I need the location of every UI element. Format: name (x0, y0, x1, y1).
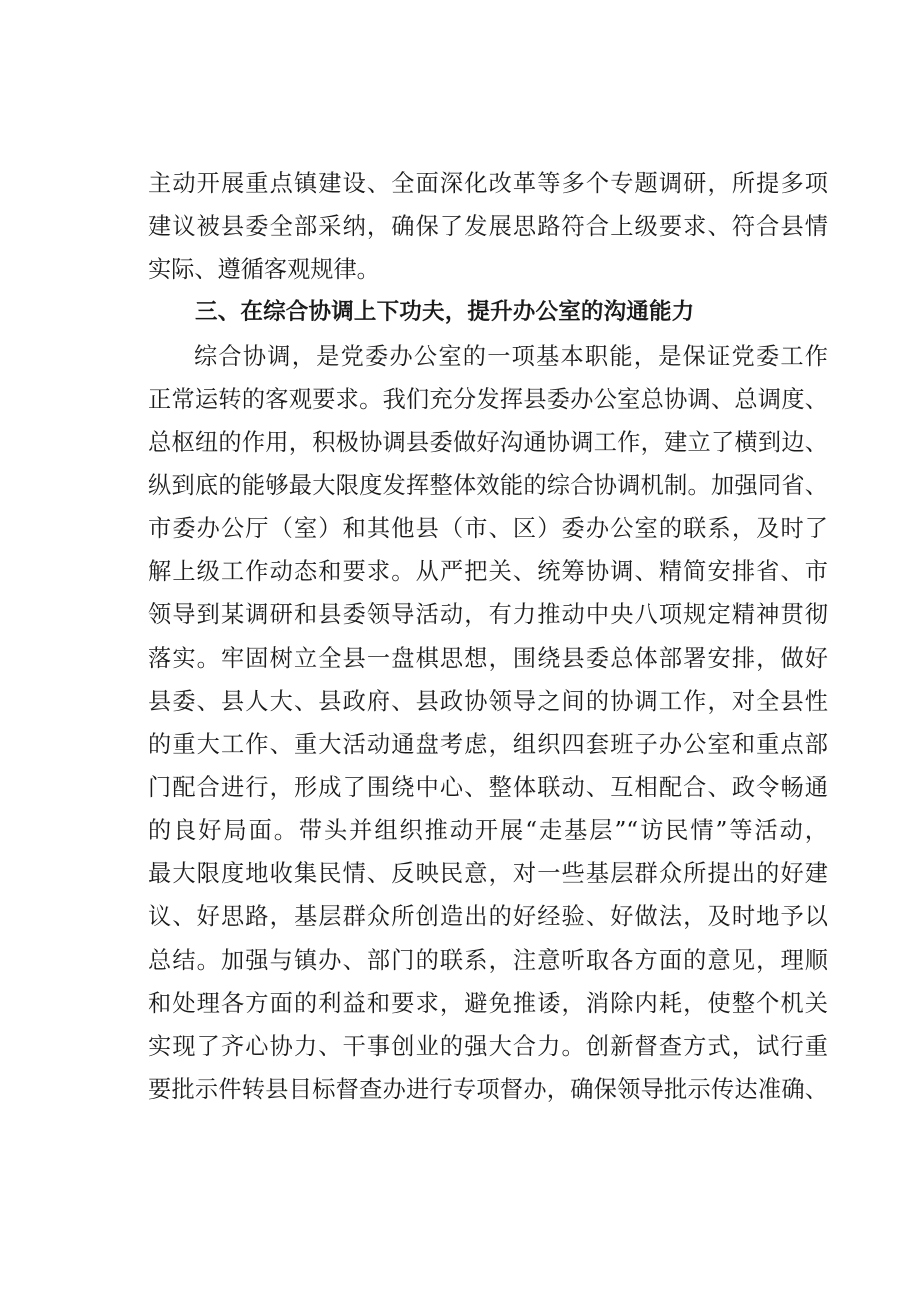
body-text (148, 162, 828, 1111)
text-line: 解上级工作动态和要求。从严把关、统筹协调、精简安排省、市 (148, 558, 828, 586)
text-line: 正常运转的客观要求。我们充分发挥县委办公室总协调、总调度、 (148, 385, 828, 413)
text-line: 领导到某调研和县委领导活动，有力推动中央八项规定精神贯彻 (148, 601, 828, 629)
text-line: 落实。牢固树立全县一盘棋思想，围绕县委总体部署安排，做好 (148, 644, 828, 672)
text-line: 最大限度地收集民情、反映民意，对一些基层群众所提出的好建 (148, 860, 828, 888)
text-line: 实际、遵循客观规律。 (148, 256, 380, 284)
text-line: 建议被县委全部采纳，确保了发展思路符合上级要求、符合县情 (148, 213, 828, 241)
text-line: 议、好思路，基层群众所创造出的好经验、好做法，及时地予以 (148, 903, 828, 931)
text-line: 主动开展重点镇建设、全面深化改革等多个专题调研，所提多项 (148, 170, 828, 197)
text-line: 和处理各方面的利益和要求，避免推诿，消除内耗，使整个机关 (148, 989, 828, 1017)
section-heading: 三、在综合协调上下功夫，提升办公室的沟通能力 (195, 299, 695, 326)
text-line: 实现了齐心协力、干事创业的强大合力。创新督查方式，试行重 (148, 1032, 828, 1060)
text-line: 总枢纽的作用，积极协调县委做好沟通协调工作，建立了横到边、 (148, 428, 828, 456)
text-line: 综合协调，是党委办公室的一项基本职能，是保证党委工作 (194, 342, 828, 370)
text-line: 要批示件转县目标督查办进行专项督办，确保领导批示传达准确、 (148, 1075, 828, 1103)
text-line: 总结。加强与镇办、部门的联系，注意听取各方面的意见，理顺 (148, 946, 828, 974)
text-line: 县委、县人大、县政府、县政协领导之间的协调工作，对全县性 (148, 687, 828, 715)
text-line: 纵到底的能够最大限度发挥整体效能的综合协调机制。加强同省、 (148, 471, 828, 499)
text-line: 门配合进行，形成了围绕中心、整体联动、互相配合、政令畅通 (148, 773, 828, 801)
text-line: 市委办公厅（室）和其他县（市、区）委办公室的联系，及时了 (148, 515, 828, 543)
text-line: 的良好局面。带头并组织推动开展“走基层”“访民情”等活动， (148, 817, 828, 845)
text-line: 的重大工作、重大活动通盘考虑，组织四套班子办公室和重点部 (148, 730, 828, 758)
